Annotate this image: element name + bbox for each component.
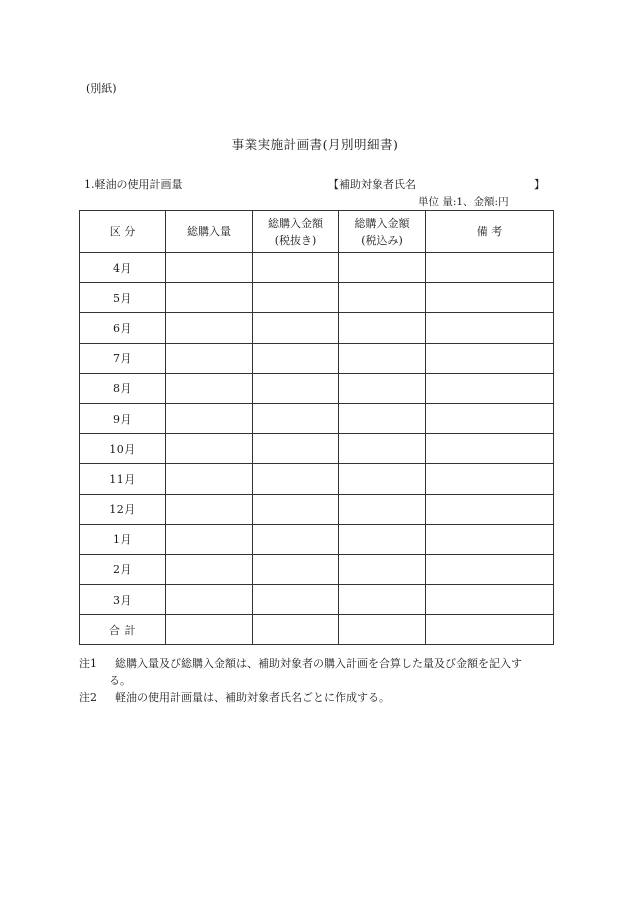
applicant-name-label: 【補助対象者氏名 xyxy=(328,178,416,191)
table-row xyxy=(80,494,554,524)
row-month-label: 9月 xyxy=(80,403,166,433)
cell-remarks[interactable] xyxy=(426,373,554,403)
cell-remarks[interactable] xyxy=(426,343,554,373)
header-category: 区 分 xyxy=(80,211,166,253)
note-1-continuation: る。 xyxy=(109,674,131,687)
cell-remarks[interactable] xyxy=(426,524,554,554)
applicant-name-bracket-close: 】 xyxy=(534,178,545,191)
row-month-label: 11月 xyxy=(80,464,166,494)
table-row xyxy=(80,554,554,584)
section-heading: 1.軽油の使用計画量 xyxy=(84,178,183,191)
table-row xyxy=(80,585,554,615)
cell-amount-excl-tax[interactable] xyxy=(253,434,339,464)
cell-remarks[interactable] xyxy=(426,554,554,584)
header-amount-excl-tax-line2: (税抜き) xyxy=(274,233,317,247)
cell-total-quantity[interactable] xyxy=(166,524,253,554)
cell-remarks[interactable] xyxy=(426,615,554,645)
monthly-plan-table xyxy=(79,210,554,645)
cell-remarks[interactable] xyxy=(426,494,554,524)
table-row xyxy=(80,313,554,343)
cell-total-quantity[interactable] xyxy=(166,343,253,373)
cell-amount-incl-tax[interactable] xyxy=(339,343,426,373)
cell-total-quantity[interactable] xyxy=(166,253,253,283)
cell-amount-incl-tax[interactable] xyxy=(339,373,426,403)
cell-total-quantity[interactable] xyxy=(166,373,253,403)
cell-total-quantity[interactable] xyxy=(166,494,253,524)
header-amount-incl-tax-line2: (税込み) xyxy=(361,233,403,247)
cell-total-quantity[interactable] xyxy=(166,554,253,584)
table-row xyxy=(80,343,554,373)
table-row xyxy=(80,403,554,433)
cell-remarks[interactable] xyxy=(426,313,554,343)
cell-amount-incl-tax[interactable] xyxy=(339,403,426,433)
header-amount-incl-tax xyxy=(339,211,426,253)
cell-total-quantity[interactable] xyxy=(166,585,253,615)
cell-remarks[interactable] xyxy=(426,253,554,283)
cell-amount-incl-tax[interactable] xyxy=(339,524,426,554)
cell-amount-incl-tax[interactable] xyxy=(339,434,426,464)
units-note: 単位 量:1、金額:円 xyxy=(418,196,509,208)
cell-amount-incl-tax[interactable] xyxy=(339,313,426,343)
note-1-text: 総購入量及び総購入金額は、補助対象者の購入計画を合算した量及び金額を記入す xyxy=(115,657,522,670)
row-month-label: 10月 xyxy=(80,434,166,464)
row-month-label: 6月 xyxy=(80,313,166,343)
cell-total-quantity[interactable] xyxy=(166,403,253,433)
cell-amount-excl-tax[interactable] xyxy=(253,464,339,494)
cell-remarks[interactable] xyxy=(426,403,554,433)
cell-total-quantity[interactable] xyxy=(166,615,253,645)
total-row-label: 合 計 xyxy=(80,615,166,645)
header-amount-excl-tax xyxy=(253,211,339,253)
cell-total-quantity[interactable] xyxy=(166,283,253,313)
cell-remarks[interactable] xyxy=(426,283,554,313)
cell-amount-excl-tax[interactable] xyxy=(253,554,339,584)
cell-amount-excl-tax[interactable] xyxy=(253,524,339,554)
cell-remarks[interactable] xyxy=(426,585,554,615)
cell-amount-excl-tax[interactable] xyxy=(253,615,339,645)
cell-amount-excl-tax[interactable] xyxy=(253,283,339,313)
cell-amount-excl-tax[interactable] xyxy=(253,343,339,373)
table-row xyxy=(80,524,554,554)
row-month-label: 5月 xyxy=(80,283,166,313)
header-remarks: 備 考 xyxy=(426,211,554,253)
total-row xyxy=(80,615,554,645)
header-total-quantity: 総購入量 xyxy=(166,211,253,253)
row-month-label: 3月 xyxy=(80,585,166,615)
cell-amount-incl-tax[interactable] xyxy=(339,283,426,313)
note-2-label: 注2 xyxy=(79,691,97,704)
cell-amount-incl-tax[interactable] xyxy=(339,494,426,524)
cell-remarks[interactable] xyxy=(426,464,554,494)
row-month-label: 1月 xyxy=(80,524,166,554)
cell-total-quantity[interactable] xyxy=(166,434,253,464)
table-row xyxy=(80,464,554,494)
row-month-label: 12月 xyxy=(80,494,166,524)
row-month-label: 4月 xyxy=(80,253,166,283)
table-header-row xyxy=(80,211,554,253)
table-row xyxy=(80,253,554,283)
row-month-label: 2月 xyxy=(80,554,166,584)
cell-amount-excl-tax[interactable] xyxy=(253,585,339,615)
cell-amount-excl-tax[interactable] xyxy=(253,403,339,433)
cell-amount-excl-tax[interactable] xyxy=(253,373,339,403)
table-row xyxy=(80,434,554,464)
row-month-label: 7月 xyxy=(80,343,166,373)
attachment-label: (別紙) xyxy=(86,82,117,95)
cell-amount-excl-tax[interactable] xyxy=(253,494,339,524)
cell-amount-incl-tax[interactable] xyxy=(339,585,426,615)
applicant-name-field xyxy=(328,176,545,192)
note-1 xyxy=(79,655,522,671)
cell-amount-excl-tax[interactable] xyxy=(253,313,339,343)
header-amount-incl-tax-line1: 総購入金額 xyxy=(354,216,410,230)
note-2 xyxy=(79,689,390,705)
cell-total-quantity[interactable] xyxy=(166,464,253,494)
cell-amount-incl-tax[interactable] xyxy=(339,253,426,283)
header-amount-excl-tax-line1: 総購入金額 xyxy=(268,216,323,230)
note-2-text: 軽油の使用計画量は、補助対象者氏名ごとに作成する。 xyxy=(115,691,390,704)
table-row xyxy=(80,373,554,403)
table-row xyxy=(80,283,554,313)
row-month-label: 8月 xyxy=(80,373,166,403)
cell-amount-excl-tax[interactable] xyxy=(253,253,339,283)
cell-total-quantity[interactable] xyxy=(166,313,253,343)
document-title: 事業実施計画書(月別明細書) xyxy=(231,137,399,152)
note-1-label: 注1 xyxy=(79,657,97,670)
cell-amount-incl-tax[interactable] xyxy=(339,554,426,584)
cell-amount-incl-tax[interactable] xyxy=(339,615,426,645)
cell-amount-incl-tax[interactable] xyxy=(339,464,426,494)
cell-remarks[interactable] xyxy=(426,434,554,464)
